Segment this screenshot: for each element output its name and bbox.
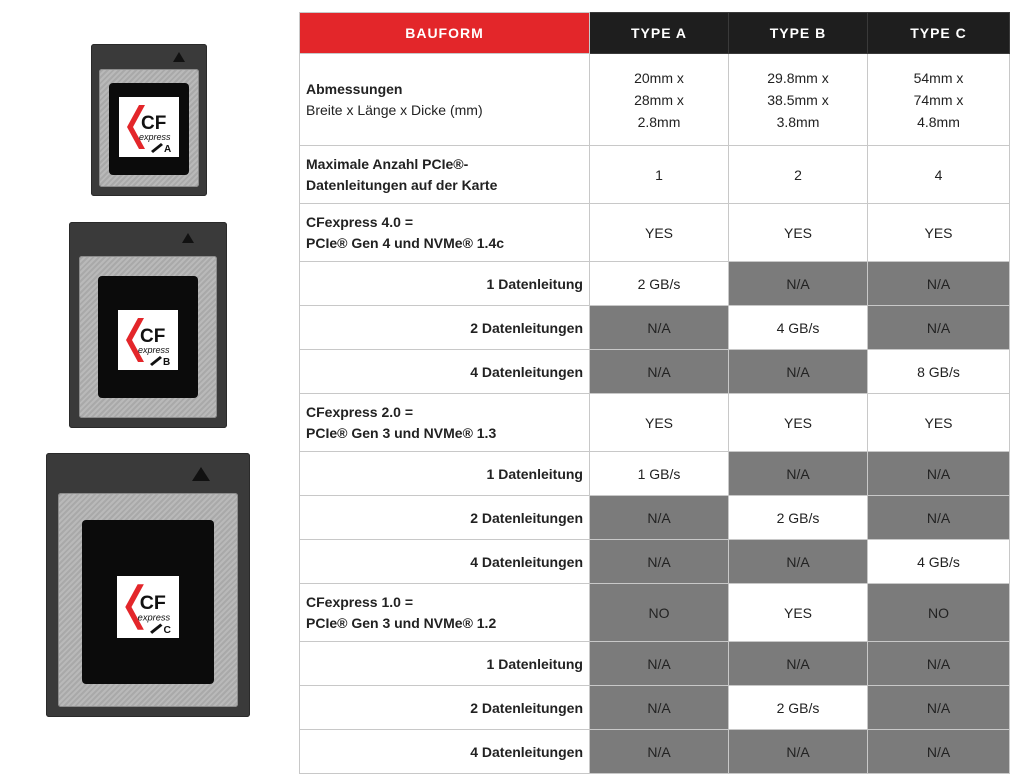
cell-type-c: YES (868, 204, 1010, 262)
cell-type-c: N/A (868, 452, 1010, 496)
cfexpress-type-c-card-image (46, 453, 250, 717)
table-row (300, 204, 1010, 262)
insert-arrow-icon (192, 467, 210, 481)
cfexpress-type-a-card-image (91, 44, 207, 196)
table-row (300, 452, 1010, 496)
row-label (300, 394, 590, 452)
cell-type-a: N/A (590, 306, 729, 350)
cell-type-c: N/A (868, 306, 1010, 350)
cell-type-c: 4 GB/s (868, 540, 1010, 584)
table-row (300, 540, 1010, 584)
cell-type-a: YES (590, 394, 729, 452)
cfexpress-b-logo-icon (118, 310, 178, 370)
table-row (300, 54, 1010, 146)
row-sublabel: 2 Datenleitungen (300, 306, 590, 350)
cfexpress-logo (119, 97, 179, 157)
cell-type-b: N/A (729, 350, 868, 394)
cell-type-b: YES (729, 394, 868, 452)
header-type-b: TYPE B (729, 13, 868, 54)
cell-type-c: YES (868, 394, 1010, 452)
cell-type-c: 8 GB/s (868, 350, 1010, 394)
svg-text:C: C (163, 624, 171, 636)
cell-type-b: N/A (729, 730, 868, 774)
row-label (300, 584, 590, 642)
card-label-plate (79, 256, 217, 418)
cell-type-b: N/A (729, 262, 868, 306)
cell-type-b: YES (729, 204, 868, 262)
cell-type-a: YES (590, 204, 729, 262)
card-label-area (109, 83, 189, 175)
svg-text:CF: CF (139, 592, 166, 615)
cell-type-a: N/A (590, 686, 729, 730)
card-label-plate (99, 69, 199, 187)
card-label-area (82, 520, 214, 684)
cell-type-c: N/A (868, 730, 1010, 774)
cell-type-a: N/A (590, 642, 729, 686)
insert-arrow-icon (173, 52, 185, 62)
cell-type-c: 4 (868, 146, 1010, 204)
row-sublabel: 1 Datenleitung (300, 452, 590, 496)
cell-type-c: N/A (868, 642, 1010, 686)
cell-type-c: N/A (868, 262, 1010, 306)
row-label-bold: Abmessungen (306, 80, 403, 97)
row-label-bold: CFexpress 1.0 = PCIe® Gen 3 und NVMe® 1.2 (306, 593, 497, 631)
cell-type-c: 54mm x 74mm x 4.8mm (868, 54, 1010, 146)
cfexpress-logo (118, 310, 178, 370)
row-label-bold: CFexpress 2.0 = PCIe® Gen 3 und NVMe® 1.3 (306, 403, 497, 441)
cfexpress-logo (117, 576, 179, 638)
table-row (300, 262, 1010, 306)
cell-type-b: N/A (729, 540, 868, 584)
cfexpress-c-logo-icon (117, 576, 179, 638)
cell-type-b: N/A (729, 452, 868, 496)
table-row (300, 306, 1010, 350)
cell-type-a: N/A (590, 540, 729, 584)
row-sublabel: 4 Datenleitungen (300, 350, 590, 394)
row-label-detail: Breite x Länge x Dicke (mm) (306, 101, 483, 118)
cell-type-a: N/A (590, 350, 729, 394)
svg-text:CF: CF (140, 326, 166, 347)
table-row (300, 686, 1010, 730)
table-row (300, 642, 1010, 686)
row-sublabel: 2 Datenleitungen (300, 496, 590, 540)
table-row (300, 730, 1010, 774)
cell-type-a: 2 GB/s (590, 262, 729, 306)
row-sublabel: 1 Datenleitung (300, 642, 590, 686)
cell-type-a: NO (590, 584, 729, 642)
table-row (300, 584, 1010, 642)
table-row (300, 350, 1010, 394)
cfexpress-a-logo-icon (119, 97, 179, 157)
header-bauform: BAUFORM (300, 13, 590, 54)
cell-type-b: YES (729, 584, 868, 642)
svg-text:express: express (137, 612, 171, 623)
insert-arrow-icon (182, 233, 194, 243)
card-label-area (98, 276, 198, 398)
row-sublabel: 1 Datenleitung (300, 262, 590, 306)
table-row (300, 496, 1010, 540)
svg-text:express: express (138, 345, 170, 355)
svg-text:B: B (163, 357, 171, 368)
row-label-bold: CFexpress 4.0 = PCIe® Gen 4 und NVMe® 1.4c (306, 213, 505, 251)
cell-type-c: N/A (868, 686, 1010, 730)
svg-text:CF: CF (141, 113, 167, 134)
table-row (300, 394, 1010, 452)
row-sublabel: 4 Datenleitungen (300, 540, 590, 584)
cell-type-b: 2 GB/s (729, 496, 868, 540)
header-type-a: TYPE A (590, 13, 729, 54)
cell-type-a: 1 GB/s (590, 452, 729, 496)
svg-text:A: A (164, 144, 172, 155)
row-label (300, 146, 590, 204)
cell-type-a: N/A (590, 730, 729, 774)
cell-type-c: NO (868, 584, 1010, 642)
cfexpress-type-b-card-image (69, 222, 227, 428)
row-label-bold: Maximale Anzahl PCIe®- Datenleitungen auf der Karte (306, 155, 498, 193)
card-label-plate (58, 493, 238, 707)
cell-type-a: 1 (590, 146, 729, 204)
cell-type-a: N/A (590, 496, 729, 540)
cell-type-c: N/A (868, 496, 1010, 540)
cell-type-b: 2 GB/s (729, 686, 868, 730)
cell-type-b: N/A (729, 642, 868, 686)
cell-type-b: 29.8mm x 38.5mm x 3.8mm (729, 54, 868, 146)
cell-type-b: 2 (729, 146, 868, 204)
table-row (300, 146, 1010, 204)
cell-type-a: 20mm x 28mm x 2.8mm (590, 54, 729, 146)
row-label (300, 54, 590, 146)
row-sublabel: 4 Datenleitungen (300, 730, 590, 774)
svg-text:express: express (139, 132, 171, 142)
cfexpress-comparison-table (299, 12, 1010, 774)
cell-type-b: 4 GB/s (729, 306, 868, 350)
header-type-c: TYPE C (868, 13, 1010, 54)
row-sublabel: 2 Datenleitungen (300, 686, 590, 730)
table-header-row (300, 13, 1010, 54)
row-label (300, 204, 590, 262)
